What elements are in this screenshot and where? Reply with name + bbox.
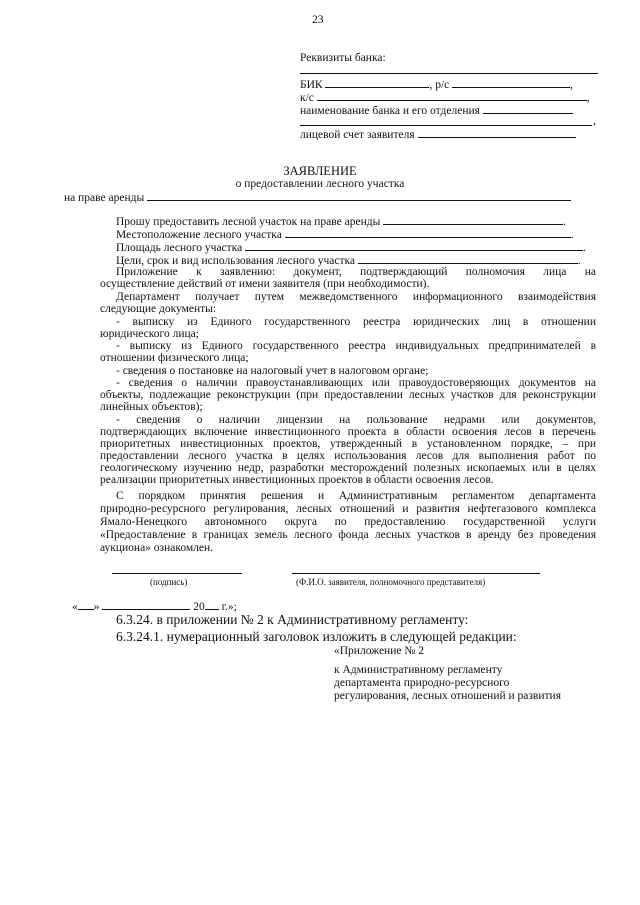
- body-line: подтверждающих включение инвестиционного проекта в области освоения лесов в перечень: [100, 426, 596, 438]
- appendix-line: к Административному регламенту: [334, 664, 503, 676]
- location-field[interactable]: [285, 228, 571, 238]
- rs-label: , р/с: [429, 79, 450, 91]
- body-line: «Предоставление в границах земель лесного фонда лесных участков в аренду без проведения: [100, 529, 596, 541]
- body-line: - сведения о наличии лицензии на пользование недрами или документов,: [116, 414, 596, 426]
- amendment-line: 6.3.24.1. нумерационный заголовок изложить в следующей редакции:: [116, 629, 517, 644]
- body-line: С порядком принятия решения и Административным регламентом департамента: [116, 490, 596, 502]
- bank-name-field[interactable]: [483, 104, 573, 114]
- lease-row: [64, 191, 571, 205]
- bank-name-continuation-line: [300, 125, 592, 126]
- body-line: объекты, подлежащие реконструкции (при предоставлении лесных участков для реконструкции: [100, 389, 596, 401]
- date-year-field[interactable]: [205, 600, 219, 610]
- lease-label: на праве аренды: [64, 192, 145, 204]
- appendix-line: регулирования, лесных отношений и развития: [334, 690, 561, 702]
- bik-label: БИК: [300, 79, 323, 91]
- body-line: - выписку из Единого государственного реестра юридических лиц в отношении: [116, 316, 596, 328]
- purpose-row: Цели, срок и вид использования лесного участка .: [116, 255, 581, 267]
- signature-caption: (подпись): [150, 577, 188, 587]
- amendment-line: 6.3.24. в приложении № 2 к Административному регламенту:: [116, 612, 469, 627]
- date-row: « » 20 г.»;: [72, 601, 237, 613]
- lease-field[interactable]: [147, 191, 571, 201]
- bank-top-line: [300, 73, 598, 74]
- body-line: Департамент получает путем межведомственного информационного взаимодействия: [116, 291, 596, 303]
- bank-name-row: [300, 104, 573, 118]
- signature-line[interactable]: [112, 573, 242, 574]
- bik-row: БИК , р/с ,: [300, 79, 574, 91]
- request-field[interactable]: [383, 215, 563, 225]
- body-line: - сведения о постановке на налоговый учет в налоговом органе;: [116, 365, 429, 377]
- fio-caption: (Ф.И.О. заявителя, полномочного представителя): [296, 577, 486, 587]
- body-line: предоставлении лесного участка в целях использования лесов для выполнения работ по: [100, 450, 596, 462]
- appendix-title: «Приложение № 2: [334, 645, 424, 657]
- body-line: - выписку из Единого государственного реестра индивидуальных предпринимателей в: [116, 340, 596, 352]
- purpose-label: Цели, срок и вид использования лесного участка: [116, 255, 356, 267]
- body-line: - сведения о наличии правоустанавливающих или правоудостоверяющих документов на: [116, 377, 596, 389]
- location-row: Местоположение лесного участка .: [116, 229, 574, 241]
- purpose-field[interactable]: [358, 254, 578, 264]
- body-line: линейных объектов);: [100, 401, 203, 413]
- ks-row: к/с ,: [300, 92, 590, 104]
- body-line: природно-ресурсного регулирования, лесных отношений и развития нефтегазового комплекса: [100, 503, 596, 515]
- ks-field[interactable]: [317, 91, 587, 101]
- statement-subtitle: о предоставлении лесного участка: [235, 178, 405, 190]
- body-line: аукциона» ознакомлен.: [100, 542, 214, 554]
- date-suffix: г.»;: [221, 601, 237, 613]
- bank-requisites-title: Реквизиты банка:: [300, 52, 386, 64]
- body-line: реализации приоритетных инвестиционных проектов в области освоения лесов.: [100, 474, 494, 486]
- request-row: Прошу предоставить лесной участок на праве аренды .: [116, 216, 567, 228]
- account-row: [300, 128, 576, 142]
- body-line: геологическому изучению недр, разработки месторождений полезных ископаемых или в целях: [100, 462, 596, 474]
- account-label: лицевой счет заявителя: [300, 129, 415, 141]
- date-day-field[interactable]: [78, 600, 94, 610]
- rs-field[interactable]: [452, 78, 570, 88]
- body-line: осуществление действий от имени заявителя (при необходимости).: [100, 278, 430, 290]
- page-number: 23: [312, 14, 324, 26]
- body-line: отношении физического лица;: [100, 352, 249, 364]
- account-field[interactable]: [418, 128, 576, 138]
- area-label: Площадь лесного участка: [116, 242, 243, 254]
- location-label: Местоположение лесного участка: [116, 229, 282, 241]
- statement-title: ЗАЯВЛЕНИЕ: [283, 164, 357, 178]
- body-line: приоритетных инвестиционных проектов, утвержденный в установленном порядке, – при: [100, 438, 596, 450]
- bik-field[interactable]: [325, 78, 429, 88]
- fio-line[interactable]: [292, 573, 540, 574]
- date-month-field[interactable]: [102, 600, 190, 610]
- appendix-line: департамента природно-ресурсного: [334, 677, 510, 689]
- body-line: следующие документы:: [100, 303, 217, 315]
- body-line: юридического лица;: [100, 328, 199, 340]
- area-row: Площадь лесного участка .: [116, 242, 586, 254]
- date-year-label: 20: [193, 601, 205, 613]
- ks-label: к/с: [300, 92, 314, 104]
- request-label: Прошу предоставить лесной участок на праве аренды: [116, 216, 381, 228]
- bank-name-label: наименование банка и его отделения: [300, 105, 480, 117]
- body-line: Приложение к заявлению: документ, подтверждающий полномочия лица на: [116, 266, 596, 278]
- area-field[interactable]: [245, 241, 583, 251]
- body-line: Ямало-Ненецкого автономного округа по предоставлению государственной услуги: [100, 516, 596, 528]
